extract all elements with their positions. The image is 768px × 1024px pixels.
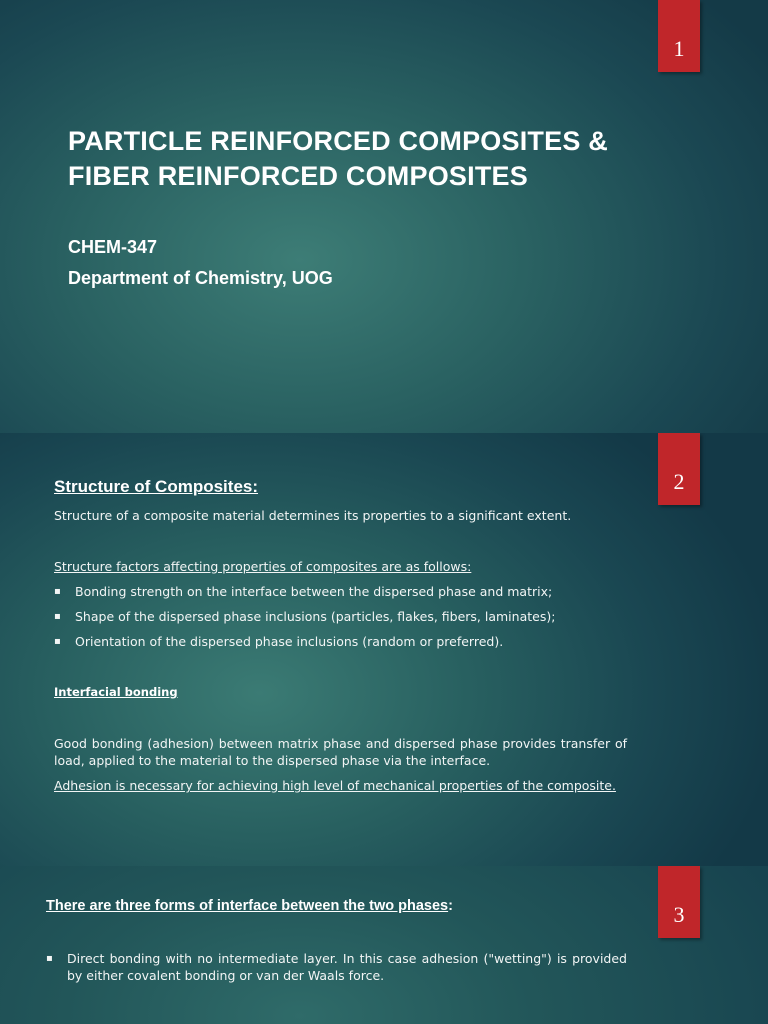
slide-number-badge — [658, 866, 700, 938]
slide-number: 1 — [673, 36, 685, 61]
slide-title — [68, 124, 648, 194]
slide-1 — [0, 0, 768, 433]
section-heading: Structure of Composites: — [54, 477, 259, 496]
bullet-icon: ▪ — [54, 636, 61, 647]
list-item: ▪ Orientation of the dispersed phase inclusions (random or preferred). — [54, 634, 504, 649]
course-code: CHEM-347 — [68, 237, 158, 257]
sub-heading: Interfacial bonding — [54, 685, 178, 699]
list-item: ▪ Direct bonding with no intermediate layer. In this case adhesion ("wetting") is provided by either covalent bonding or van der Waals force. — [46, 951, 627, 983]
title-line: FIBER REINFORCED COMPOSITES — [68, 161, 528, 191]
bullet-icon: ▪ — [46, 953, 53, 964]
list-item: ▪ Bonding strength on the interface between the dispersed phase and matrix; — [54, 584, 553, 599]
slide-number: 3 — [673, 902, 685, 927]
slide-number-badge — [658, 0, 700, 72]
factor-list — [54, 583, 555, 658]
list-item: ▪ Shape of the dispersed phase inclusions (particles, flakes, fibers, laminates); — [54, 609, 556, 624]
slide-2 — [0, 433, 768, 866]
slide-3 — [0, 866, 768, 1024]
adhesion-paragraph: Adhesion is necessary for achieving high level of mechanical properties of the composite. — [54, 778, 616, 793]
interface-list — [46, 950, 627, 992]
factors-heading: Structure factors affecting properties of composites are as follows: — [54, 559, 472, 574]
slide-number: 2 — [673, 469, 685, 494]
section-heading: There are three forms of interface between the two phases: — [46, 898, 453, 914]
department: Department of Chemistry, UOG — [68, 268, 333, 288]
bullet-icon: ▪ — [54, 586, 61, 597]
title-line: PARTICLE REINFORCED COMPOSITES & — [68, 126, 608, 156]
slide-number-badge — [658, 433, 700, 505]
intro-text: Structure of a composite material determines its properties to a significant extent. — [54, 508, 572, 523]
bonding-paragraph: Good bonding (adhesion) between matrix phase and dispersed phase provides transfer of load, applied to the material to the dispersed phase via the interface. — [54, 736, 627, 768]
bullet-icon: ▪ — [54, 611, 61, 622]
slide-subtitle — [68, 232, 333, 294]
